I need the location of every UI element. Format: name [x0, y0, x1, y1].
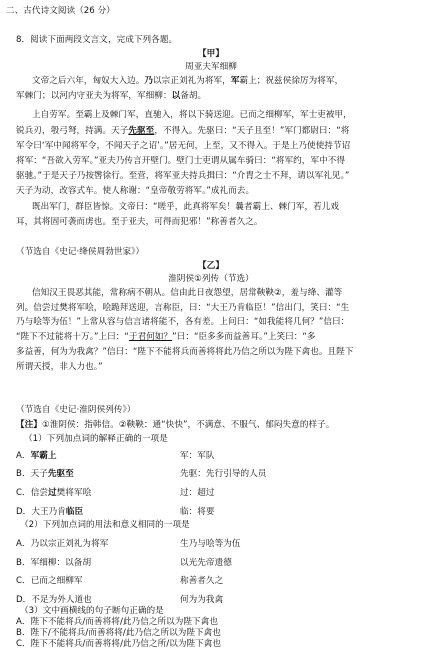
q1-option-a-gloss: 军：军队 — [180, 451, 215, 461]
passage-a-line: 文帝之后六年，匈奴大入边。乃以宗正刘礼为将军，军霸上；祝兹侯徐厉为将军， — [32, 76, 344, 86]
passage-a-label: 【甲】 — [198, 49, 224, 59]
passage-b-line: 乃与哙等为伍！”上常从容与信言诸将能不，各有差。上问曰：“如我能将几何？”信曰： — [16, 317, 350, 327]
q1-option-d-gloss: 临：将要 — [180, 507, 215, 517]
passage-b-line: 所谓天授，非人力也。” — [16, 362, 103, 372]
passage-a-line: 耳，其将固可袭而虏也。至于亚夫，可得而犯邪！”称善者久之。 — [16, 217, 263, 227]
q2-option-a-right: 生乃与哙等为伍 — [180, 539, 241, 549]
q2-option-d: D．不足为外人道也 — [16, 595, 92, 605]
passage-b-title: 淮阴侯①列传（节选） — [168, 274, 254, 284]
passage-b-line: 信知汉王畏恶其能，常称病不朝从。信由此日夜怨望，居常鞅鞅②，羞与绛、灌等 — [32, 288, 343, 298]
q2-option-b: B．军细柳：以备胡 — [16, 558, 92, 568]
passage-a-line: 军棘门；以河内守亚夫为将军，军细柳：以备胡。 — [16, 91, 207, 101]
passage-a-line: 驱驰。”于是天子乃按辔徐行。至营，将军亚夫持兵揖曰：“介胄之士不拜，请以军礼见。” — [16, 171, 350, 181]
question-3-stem: （3）文中画横线的句子断句正确的是 — [20, 606, 164, 616]
passage-b-label: 【乙】 — [198, 261, 224, 271]
passage-a-line: 既出军门，群臣皆惊。文帝曰：“嗟乎，此真将军矣！曩者霸上、棘门军，若儿戏 — [32, 202, 340, 212]
q2-option-b-right: 以光先帝遗德 — [180, 558, 232, 568]
q3-option-a: A．陛下不能将兵/而善将将/此乃信之所以为陛下禽也 — [16, 617, 218, 627]
passage-a-line: 军令曰‘军中闻将军令，不闻天子之诏’。”居无何，上至，又不得入。于是上乃使使持节诏 — [16, 141, 351, 151]
passage-a-line: 上自劳军。至霸上及棘门军，直驰入，将以下骑送迎。已而之细柳军，军士吏被甲， — [32, 110, 352, 120]
q1-option-b-gloss: 先驱：先行引导的人员 — [180, 469, 267, 479]
passage-b-source: （节选自《史记·淮阴侯列传》） — [16, 405, 136, 415]
q1-option-c-gloss: 过：超过 — [180, 488, 215, 498]
passage-b-line: 多益善，何为为我禽？”信曰：“陛下不能将兵而善将将此乃信之所以为陛下禽也。且陛下 — [16, 347, 354, 357]
q3-option-b: B．陛下/不能将兵/而善将将/此乃信之所以为陛下禽也 — [16, 628, 221, 638]
q1-option-b: B．天子先驱至 — [16, 469, 74, 479]
passage-a-line: 天子为动，改容式车。使人称谢：“皇帝敬劳将军。”成礼而去。 — [16, 186, 255, 196]
q1-option-d: D．大王乃肯临臣 — [16, 507, 84, 517]
passage-b-line: 列。信尝过樊将军哙，哙跪拜送迎，言称臣，曰：“大王乃肯临臣！”信出门，笑曰：“生 — [16, 303, 350, 313]
annotation-line: 【注】①淮阴侯：指韩信。②鞅鞅：通“快快”，不满意、不服气、郁闷失意的样子。 — [16, 420, 335, 430]
q2-option-d-right: 何为为我禽 — [180, 595, 224, 605]
question-1-stem: （1）下列加点词的解释正确的一项是 — [24, 434, 168, 444]
question-8-stem: 8．阅读下面两段文言文，完成下列各题。 — [16, 35, 178, 45]
section-title: 二、古代诗文阅读（26 分） — [6, 6, 115, 16]
q2-option-c-right: 称善者久之 — [180, 576, 224, 586]
passage-a-line: 锐兵刃，彀弓弩，持满。天子先驱至，不得入。先驱曰：“天子且至！”军门都尉曰：“将 — [16, 126, 350, 136]
q2-option-c: C．已而之细柳军 — [16, 576, 83, 586]
passage-a-title: 周亚夫军细柳 — [185, 62, 237, 72]
passage-a-source: （节选自《史记·绛侯周勃世家》） — [16, 247, 145, 257]
q1-option-a: A．军霸上 — [16, 451, 57, 461]
question-2-stem: （2）下列加点词的用法和意义相同的一项是 — [20, 520, 190, 530]
passage-b-line: “陛下不过能将十万。”上曰：“于君何如？”曰：“臣多多而益善耳。”上笑曰：“多 — [16, 332, 316, 342]
passage-a-line: 将军：“吾欲入劳军。”亚夫乃传言开壁门。壁门士吏谓从属车骑曰：“将军约，军中不得 — [16, 156, 346, 166]
q2-option-a: A．乃以宗正刘礼为将军 — [16, 539, 109, 549]
q1-option-c: C．信尝过樊将军哙 — [16, 488, 92, 498]
q3-option-c: C．陛下不能将兵/而善将将/此乃信之所/以为陛下禽也 — [16, 639, 222, 649]
